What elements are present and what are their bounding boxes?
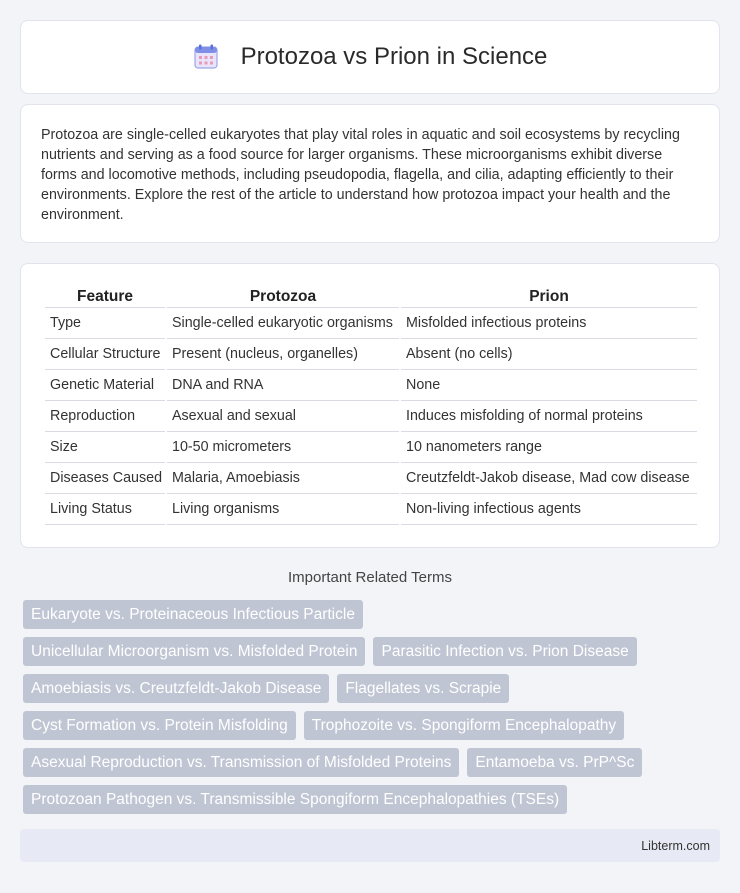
calendar-icon bbox=[193, 44, 219, 70]
related-term-link[interactable]: Unicellular Microorganism vs. Misfolded Protein bbox=[23, 637, 365, 666]
table-row bbox=[45, 432, 697, 463]
feature-cell: Reproduction bbox=[45, 401, 165, 432]
table-row bbox=[45, 308, 697, 339]
prion-cell: Induces misfolding of normal proteins bbox=[401, 401, 697, 432]
protozoa-cell: Living organisms bbox=[167, 494, 399, 525]
feature-cell: Genetic Material bbox=[45, 370, 165, 401]
related-term-link[interactable]: Entamoeba vs. PrP^Sc bbox=[467, 748, 642, 777]
table-row bbox=[45, 494, 697, 525]
related-term-link[interactable]: Flagellates vs. Scrapie bbox=[337, 674, 509, 703]
comparison-table-card bbox=[20, 263, 720, 548]
related-term-link[interactable]: Trophozoite vs. Spongiform Encephalopathy bbox=[304, 711, 624, 740]
related-terms-title: Important Related Terms bbox=[288, 569, 452, 586]
prion-cell: 10 nanometers range bbox=[401, 432, 697, 463]
related-term-link[interactable]: Asexual Reproduction vs. Transmission of Misfolded Proteins bbox=[23, 748, 459, 777]
related-term-link[interactable]: Amoebiasis vs. Creutzfeldt-Jakob Disease bbox=[23, 674, 329, 703]
protozoa-cell: Malaria, Amoebiasis bbox=[167, 463, 399, 494]
related-terms-list bbox=[23, 600, 723, 822]
intro-text: Protozoa are single-celled eukaryotes that play vital roles in aquatic and soil ecosystems by recycling nutrients and serving as a food source for larger organisms. These microorganisms exhibit diverse forms and locomotive methods, including pseudopodia, flagella, and cilia, adapting efficiently to their environments. Explore the rest of the article to understand how protozoa impact your health and the environment. bbox=[41, 127, 680, 223]
page-title: Protozoa vs Prion in Science bbox=[240, 43, 548, 70]
feature-cell: Living Status bbox=[45, 494, 165, 525]
header-feature: Feature bbox=[45, 286, 165, 308]
protozoa-cell: DNA and RNA bbox=[167, 370, 399, 401]
table-row bbox=[45, 463, 697, 494]
table-row bbox=[45, 339, 697, 370]
feature-cell: Size bbox=[45, 432, 165, 463]
header-card bbox=[20, 20, 720, 94]
prion-cell: Misfolded infectious proteins bbox=[401, 308, 697, 339]
protozoa-cell: Present (nucleus, organelles) bbox=[167, 339, 399, 370]
prion-cell: Creutzfeldt-Jakob disease, Mad cow disease bbox=[401, 463, 697, 494]
related-term-link[interactable]: Parasitic Infection vs. Prion Disease bbox=[373, 637, 636, 666]
table-row bbox=[45, 401, 697, 432]
feature-cell: Type bbox=[45, 308, 165, 339]
protozoa-cell: 10-50 micrometers bbox=[167, 432, 399, 463]
comparison-table bbox=[43, 286, 699, 525]
prion-cell: Absent (no cells) bbox=[401, 339, 697, 370]
intro-card bbox=[20, 104, 720, 243]
prion-cell: None bbox=[401, 370, 697, 401]
protozoa-cell: Asexual and sexual bbox=[167, 401, 399, 432]
header-protozoa: Protozoa bbox=[167, 286, 399, 308]
related-term-link[interactable]: Eukaryote vs. Proteinaceous Infectious Particle bbox=[23, 600, 363, 629]
table-header-row bbox=[45, 286, 697, 308]
related-term-link[interactable]: Protozoan Pathogen vs. Transmissible Spongiform Encephalopathies (TSEs) bbox=[23, 785, 567, 814]
footer-site-link[interactable]: Libterm.com bbox=[641, 838, 710, 853]
footer bbox=[20, 829, 720, 862]
table-row bbox=[45, 370, 697, 401]
protozoa-cell: Single-celled eukaryotic organisms bbox=[167, 308, 399, 339]
header-prion: Prion bbox=[401, 286, 697, 308]
feature-cell: Diseases Caused bbox=[45, 463, 165, 494]
feature-cell: Cellular Structure bbox=[45, 339, 165, 370]
prion-cell: Non-living infectious agents bbox=[401, 494, 697, 525]
related-term-link[interactable]: Cyst Formation vs. Protein Misfolding bbox=[23, 711, 296, 740]
